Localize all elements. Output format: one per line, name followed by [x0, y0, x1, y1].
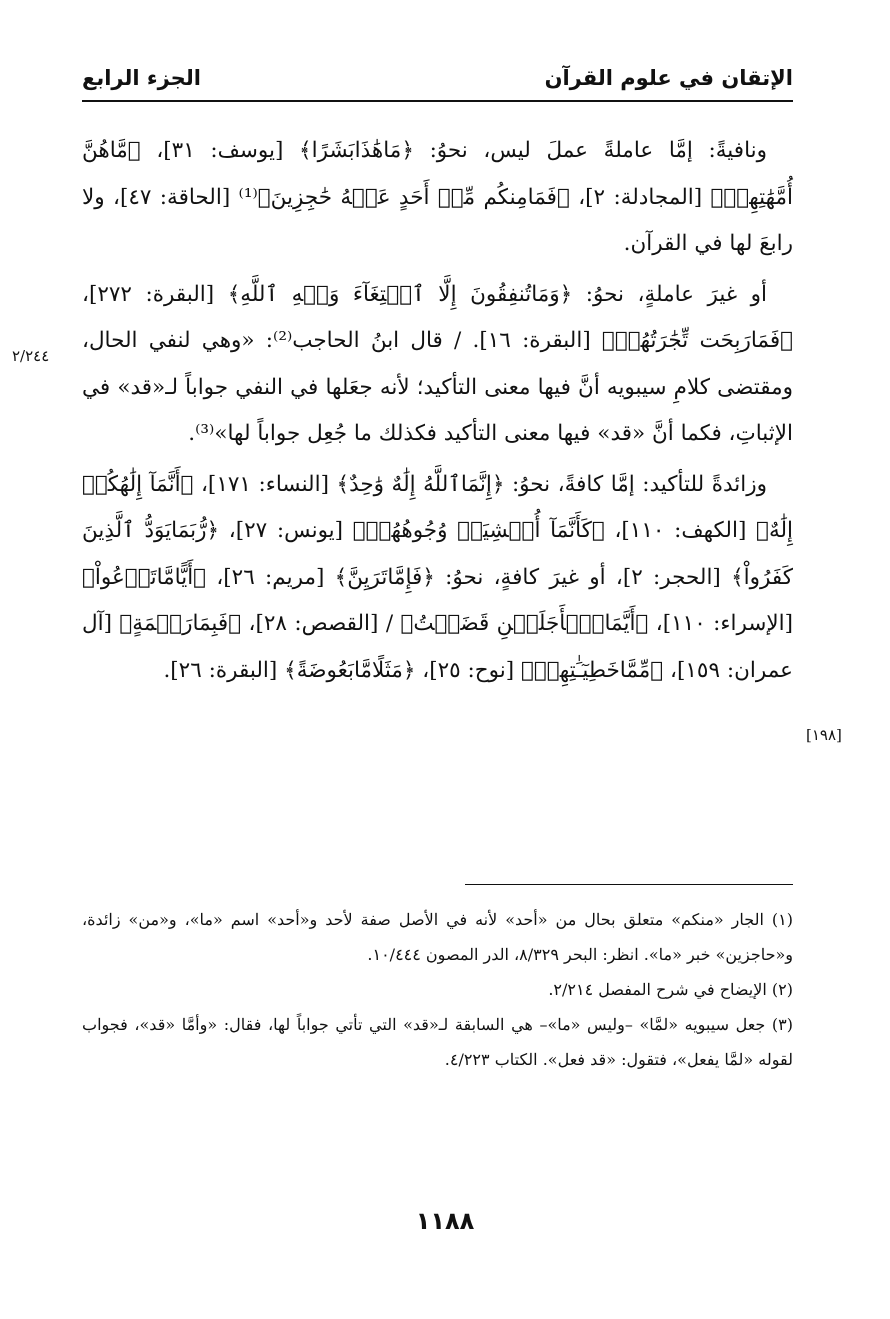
footnote-separator	[465, 884, 793, 885]
page-number: ١١٨٨	[415, 1207, 475, 1235]
margin-manuscript-ref: [١٩٨]	[806, 726, 842, 744]
margin-volume-page-ref: ٢/٢٤٤	[12, 347, 50, 365]
book-title: الإتقان في علوم القرآن	[544, 66, 793, 90]
footnote-3: (٣) جعل سيبويه «لمَّا» –وليس «ما»– هي السابقة لـ«قد» التي تأتي جواباً لها، فقال: «وأمَّا «قد»، فجواب لقوله «لمَّا يفعل»، فتقول: «قد فعل». الكتاب ٤/٢٢٣.	[82, 1015, 793, 1069]
header-rule	[82, 100, 793, 102]
paragraph-zaida: وزائدةً للتأكيد: إمَّا كافةً، نحوُ: ﴿إِنَّمَاٱللَّهُ إِلَٰهٌ وَٰحِدٌ﴾ [النساء: ١٧١]، ﴿أَنَّمَآ إِلَٰهُكُمۡ إِلَٰهٌ﴾ [الكهف: ١١٠]، ﴿كَأَنَّمَآ أُغۡشِيَتۡ وُجُوهُهُمۡ﴾ [يونس: ٢٧]، ﴿رُّبَمَايَوَدُّ ٱلَّذِينَ كَفَرُواْ﴾ [الحجر: ٢]، أو غيرَ كافةٍ، نحوُ: ﴿فَإِمَّاتَرَيِنَّ﴾ [مريم: ٢٦]، ﴿أَيًّامَّاتَدۡعُواْ﴾ [الإسراء: ١١٠]، ﴿أَيَّمَاٱلۡأَجَلَيۡنِ قَضَيۡتُ﴾ / [القصص: ٢٨]، ﴿فَبِمَارَحۡمَةٍ﴾ [آل عمران: ١٥٩]، ﴿مِّمَّاخَطِيٓـَٰتِهِمۡ﴾ [نوح: ٢٥]، ﴿مَثَلًامَّابَعُوضَةً﴾ [البقرة: ٢٦].	[82, 471, 794, 683]
running-header	[82, 58, 793, 98]
paragraph-ghayr-amila: أو غيرَ عاملةٍ، نحوُ: ﴿وَمَاتُنفِقُونَ إِلَّا ٱبۡتِغَآءَ وَجۡهِ ٱللَّهِ﴾ [البقرة: ٢٧٢]، ﴿فَمَارَبِحَت تِّجَٰرَتُهُمۡ﴾ [البقرة: ١٦]. / قال ابنُ الحاجب⁽²⁾: «وهي لنفي الحال، ومقتضى كلامِ سيبويه أنَّ فيها معنى التأكيد؛ لأنه جعَلها في النفي جواباً لـ«قد» في الإثباتِ، فكما أنَّ «قد» فيها معنى التأكيد فكذلك ما جُعِل جواباً لها»⁽³⁾.	[82, 281, 793, 446]
footnote-1: (١) الجار «منكم» متعلق بحال من «أحد» لأنه في الأصل صفة لأحد و«أحد» اسم «ما»، و«من» زائدة، و«حاجزين» خبر «ما». انظر: البحر ٨/٣٢٩، الدر المصون ١٠/٤٤٤.	[82, 910, 793, 964]
footnote-2: (٢) الإيضاح في شرح المفصل ٢/٢١٤.	[548, 980, 793, 999]
main-text	[82, 128, 793, 694]
part-label: الجزء الرابع	[82, 66, 201, 90]
footnotes	[82, 902, 793, 1077]
paragraph-nafiya: ونافيةً: إمَّا عاملةً عملَ ليس، نحوُ: ﴿مَاهَٰذَابَشَرًا﴾ [يوسف: ٣١]، ﴿مَّاهُنَّ أُمَّهَٰتِهِمۡ﴾ [المجادلة: ٢]، ﴿فَمَامِنكُم مِّنۡ أَحَدٍ عَنۡهُ حَٰجِزِينَ﴾⁽¹⁾ [الحاقة: ٤٧]، ولا رابعَ لها في القرآن.	[82, 138, 793, 256]
